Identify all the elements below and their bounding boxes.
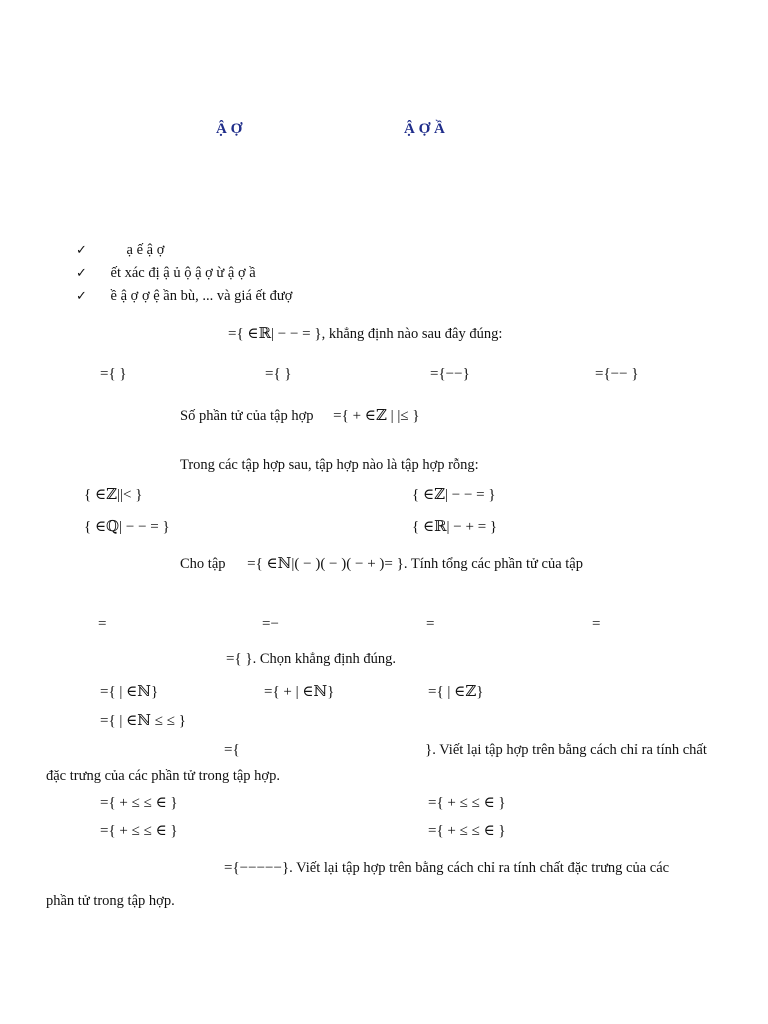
q5-option-b[interactable]: ={ + | ∈ℕ} [264, 684, 335, 700]
q5-set: ={ } [226, 651, 253, 667]
q3-option-c[interactable]: { ∈ℚ| − − = } [84, 519, 170, 535]
objective-item [76, 288, 292, 305]
q1-line [228, 324, 502, 343]
q4-option-a[interactable]: = [98, 616, 107, 632]
q6-option-a[interactable]: ={ + ≤ ≤ ∈ } [100, 795, 178, 811]
q6-tail: . Viết lại tập hợp trên bằng cách chỉ ra tính chất [432, 742, 707, 758]
q7-tail: . Viết lại tập hợp trên bằng cách chỉ ra tính chất đặc trưng của các [289, 860, 670, 876]
q5-option-a[interactable]: ={ | ∈ℕ} [100, 684, 159, 700]
check-icon: ✓ [76, 289, 87, 304]
q4-lead: Cho tập [180, 556, 226, 572]
q6-tail2: đặc trưng của các phần tử trong tập hợp. [46, 768, 280, 784]
q6-option-c[interactable]: ={ + ≤ ≤ ∈ } [100, 823, 178, 839]
q2-line [180, 406, 420, 425]
q4-line [180, 554, 583, 573]
q7-set: ={−−−−−} [224, 860, 290, 876]
q4-option-d[interactable]: = [592, 616, 601, 632]
q6-set-open: ={ [224, 742, 240, 758]
q2-text: Số phần tử của tập hợp [180, 408, 314, 424]
q1-set: ={ ∈ℝ| − − = } [228, 326, 322, 342]
q4-option-b[interactable]: =− [262, 616, 279, 632]
q3-option-a[interactable]: { ∈ℤ||< } [84, 487, 143, 503]
check-icon: ✓ [76, 243, 87, 258]
q4-set: ={ ∈ℕ|( − )( − )( − + )= } [247, 556, 404, 572]
q5-line [226, 651, 396, 668]
q6-line [425, 742, 707, 759]
objective-text: ề ậ ợ ợ ệ ần bù, ... và giá ết đượ [110, 288, 293, 304]
q6-option-b[interactable]: ={ + ≤ ≤ ∈ } [428, 795, 506, 811]
objective-text: ạ ế ậ ợ [126, 242, 165, 258]
q7-tail2: phần tử trong tập hợp. [46, 893, 175, 909]
q5-option-c[interactable]: ={ | ∈ℤ} [428, 684, 484, 700]
q1-option-a[interactable]: ={ } [100, 366, 127, 382]
title-left: Ậ Ợ [216, 121, 243, 137]
check-icon: ✓ [76, 266, 87, 281]
q6-option-d[interactable]: ={ + ≤ ≤ ∈ } [428, 823, 506, 839]
q1-option-c[interactable]: ={−−} [430, 366, 470, 382]
q1-tail: , khẳng định nào sau đây đúng: [321, 326, 503, 342]
q4-option-c[interactable]: = [426, 616, 435, 632]
objective-item [76, 242, 164, 259]
objective-item [76, 265, 256, 282]
q2-set: ={ + ∈ℤ | |≤ } [333, 408, 420, 424]
q1-option-d[interactable]: ={−− } [595, 366, 639, 382]
q5-tail: . Chọn khẳng định đúng. [252, 651, 396, 667]
title-right: Ậ Ợ Ầ [404, 121, 445, 137]
q3-option-b[interactable]: { ∈ℤ| − − = } [412, 487, 496, 503]
q3-text: Trong các tập hợp sau, tập hợp nào là tập hợp rỗng: [180, 457, 479, 473]
q5-option-d[interactable]: ={ | ∈ℕ ≤ ≤ } [100, 713, 186, 729]
q1-option-b[interactable]: ={ } [265, 366, 292, 382]
q7-line [224, 860, 669, 877]
q4-tail: . Tính tổng các phần tử của tập [403, 556, 583, 572]
objective-text: ết xác đị ậ ủ ộ ậ ợ ừ ậ ợ ầ [110, 265, 256, 281]
q3-option-d[interactable]: { ∈ℝ| − + = } [412, 519, 498, 535]
q6-set-close: } [425, 742, 433, 758]
